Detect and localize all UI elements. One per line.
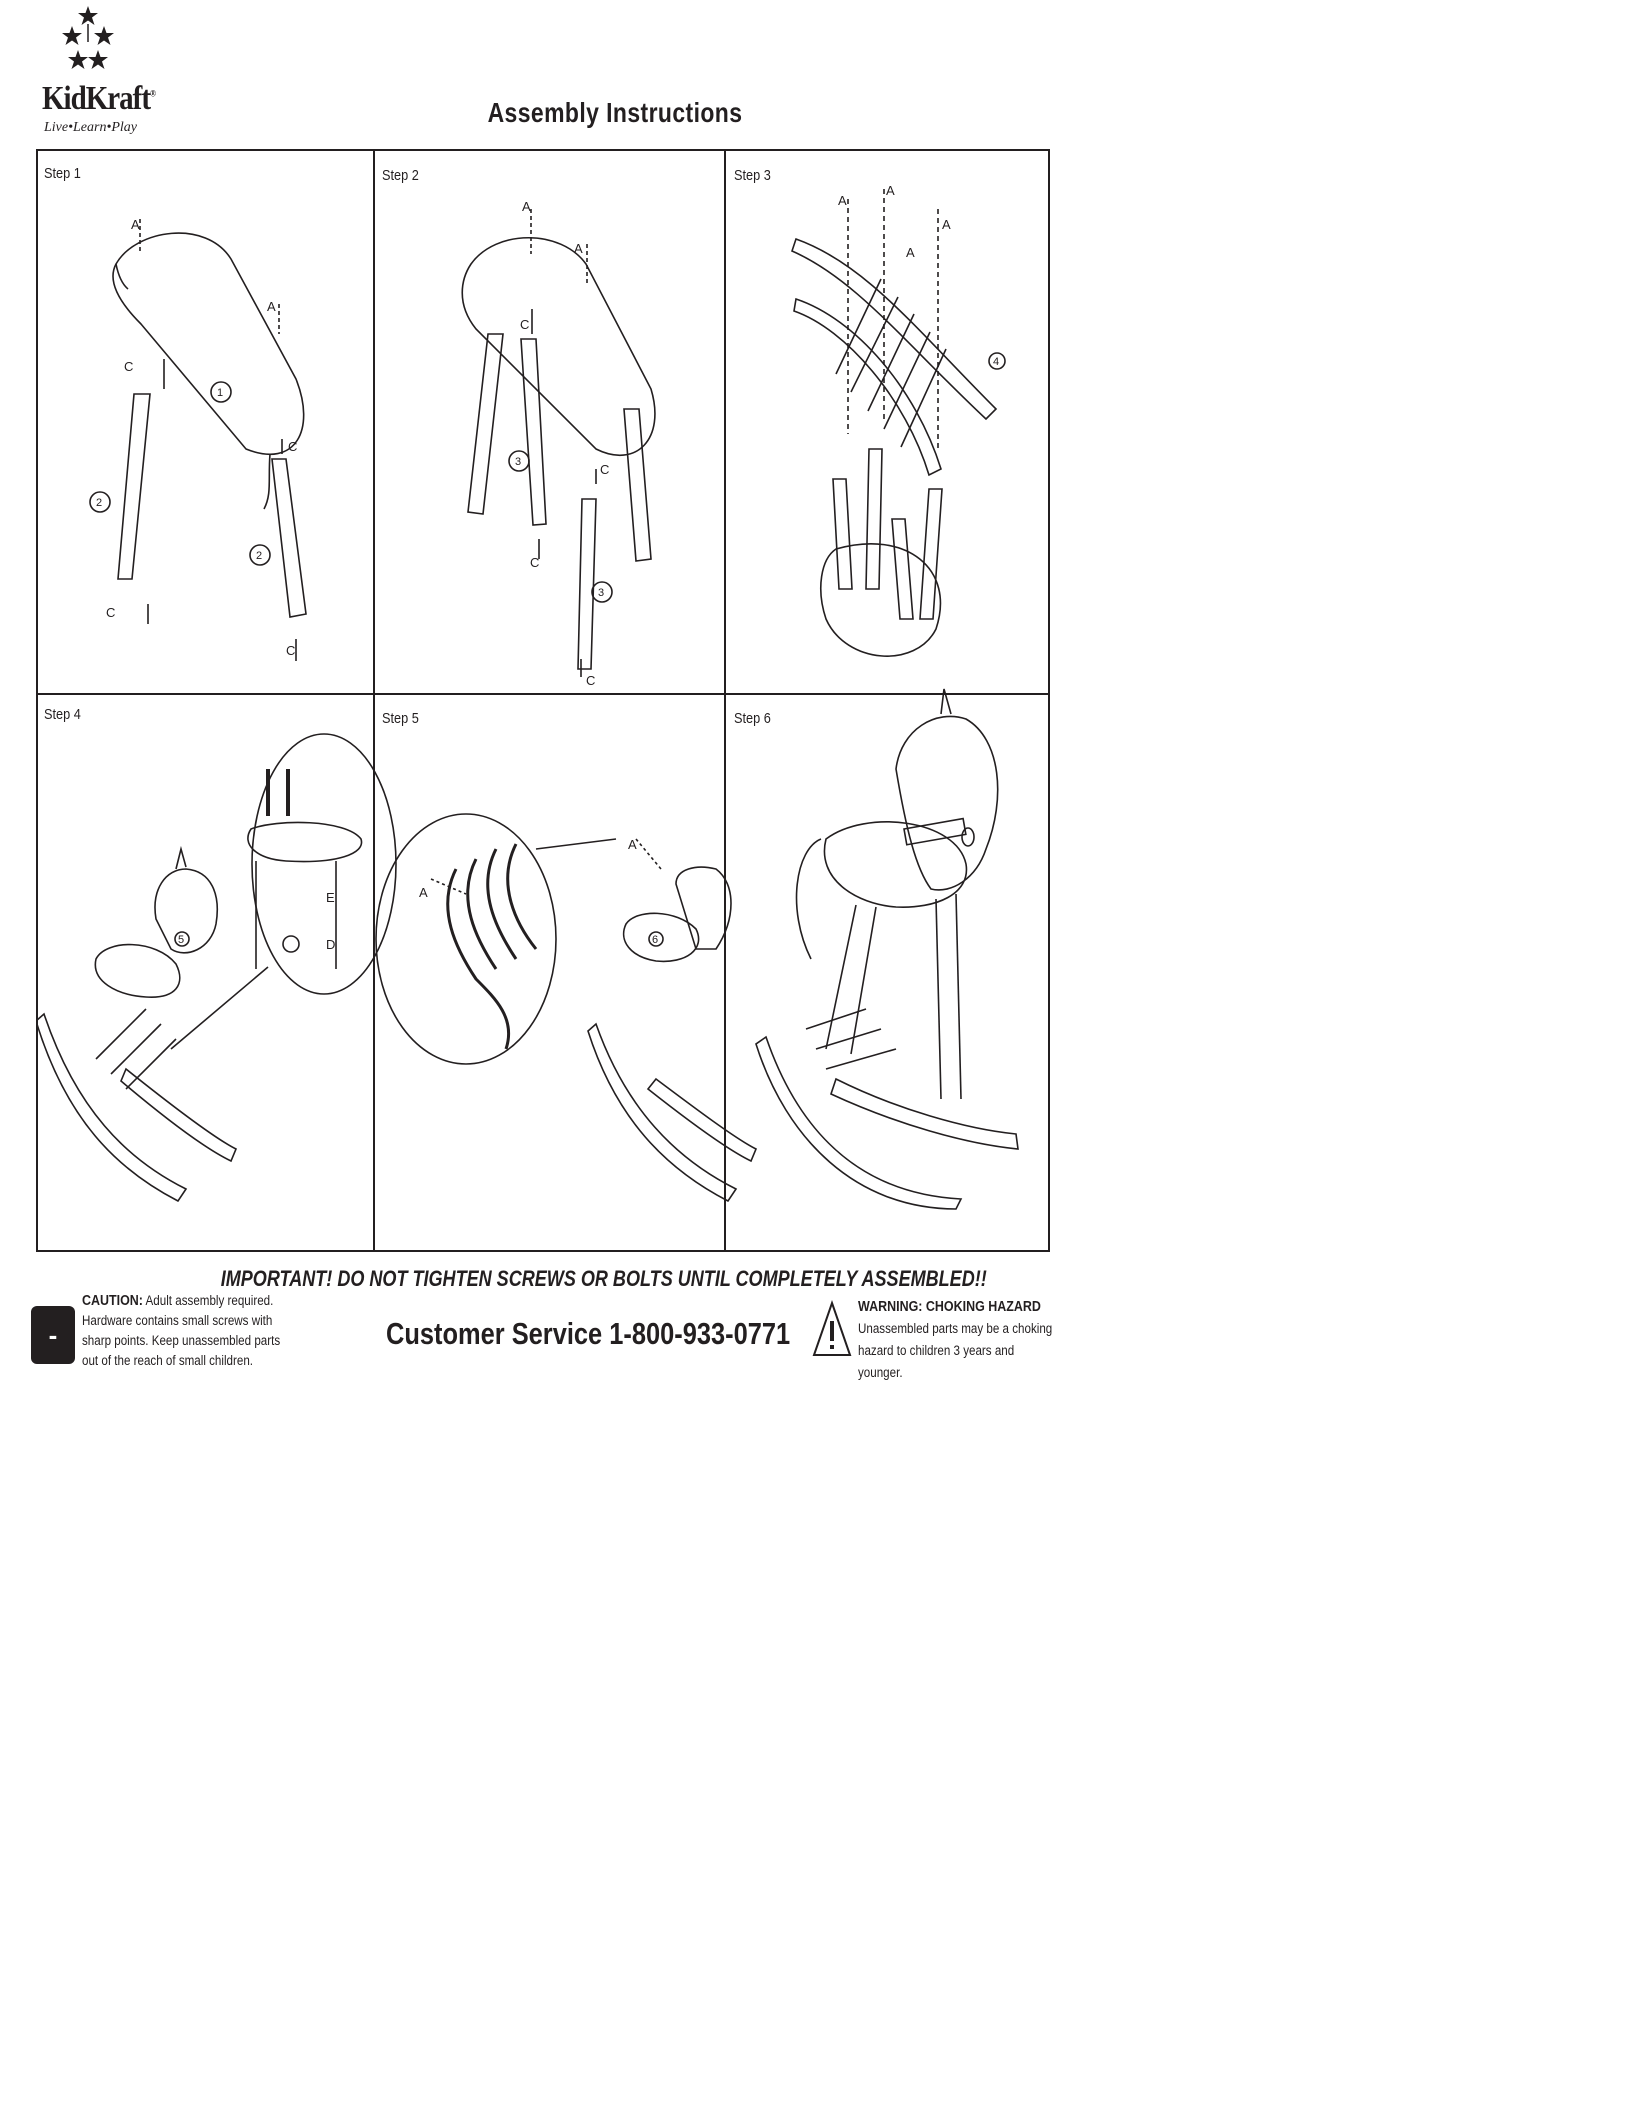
step-3-callout: A [942,217,951,232]
step-5-callout: A [628,837,637,852]
caution-text: Adult assembly required. Hardware contains small screws with sharp points. Keep unassembled parts out of the reach of small children. [82,1293,281,1368]
caution-heading: CAUTION: [82,1293,143,1309]
step-4-callout: E [326,890,335,905]
step-1-callout: C [106,605,116,620]
step-1-callout: C [124,359,134,374]
brand-wordmark: KidKraft® [42,80,155,117]
step-5-diagram [376,814,756,1201]
warning-triangle-icon [812,1299,852,1359]
step-5-callout: 6 [652,934,659,946]
warning-text: Unassembled parts may be a choking hazard to children 3 years and younger. [858,1321,1053,1380]
choking-warning [858,1296,1058,1384]
step-2-callout: 3 [598,587,605,599]
important-notice: IMPORTANT! DO NOT TIGHTEN SCREWS OR BOLTS UNTIL COMPLETELY ASSEMBLED!! [220,1266,987,1291]
step-2-callout: 3 [515,456,522,468]
step-2-callout: C [530,555,540,570]
step-2-diagram [462,209,655,677]
step-2-callout: A [574,241,583,256]
step-3-label: Step 3 [734,167,771,184]
caution-badge: - [31,1306,75,1364]
step-2-callout: A [522,199,531,214]
brand-tagline: Live•Learn•Play [44,120,138,135]
step-2-callout: C [586,673,596,688]
step-1-callout: A [267,299,276,314]
step-1-label: Step 1 [44,165,81,182]
step-1-callout: 2 [256,550,263,562]
steps-grid-frame [36,149,1050,1252]
page-title: Assembly Instructions [487,97,743,128]
step-4-diagram [36,734,396,1201]
step-3-diagram [792,189,1005,656]
step-5-label: Step 5 [382,710,419,727]
step-3-callout: 4 [993,356,1000,368]
warning-heading: WARNING: CHOKING HAZARD [858,1299,1041,1315]
step-2-callout: C [520,317,530,332]
step-4-callout: D [326,937,336,952]
step-6-label: Step 6 [734,710,771,727]
step-1-callout: 2 [96,497,103,509]
steps-grid [36,149,1050,1252]
step-5-callout: A [419,885,428,900]
customer-service-line: Customer Service 1-800-933-0771 [386,1316,791,1351]
step-4-callout: 5 [178,934,185,946]
step-3-callout: A [838,193,847,208]
step-1-diagram [90,219,306,661]
step-1-callout: A [131,217,140,232]
step-1-callout: C [288,439,298,454]
step-4-label: Step 4 [44,706,81,723]
step-3-callout: A [886,183,895,198]
step-1-callout: C [286,643,296,658]
caution-notice [82,1291,297,1371]
step-2-label: Step 2 [382,167,419,184]
step-3-callout: A [906,245,915,260]
step-1-callout: 1 [217,387,224,399]
step-6-diagram [756,689,1018,1209]
step-2-callout: C [600,462,610,477]
